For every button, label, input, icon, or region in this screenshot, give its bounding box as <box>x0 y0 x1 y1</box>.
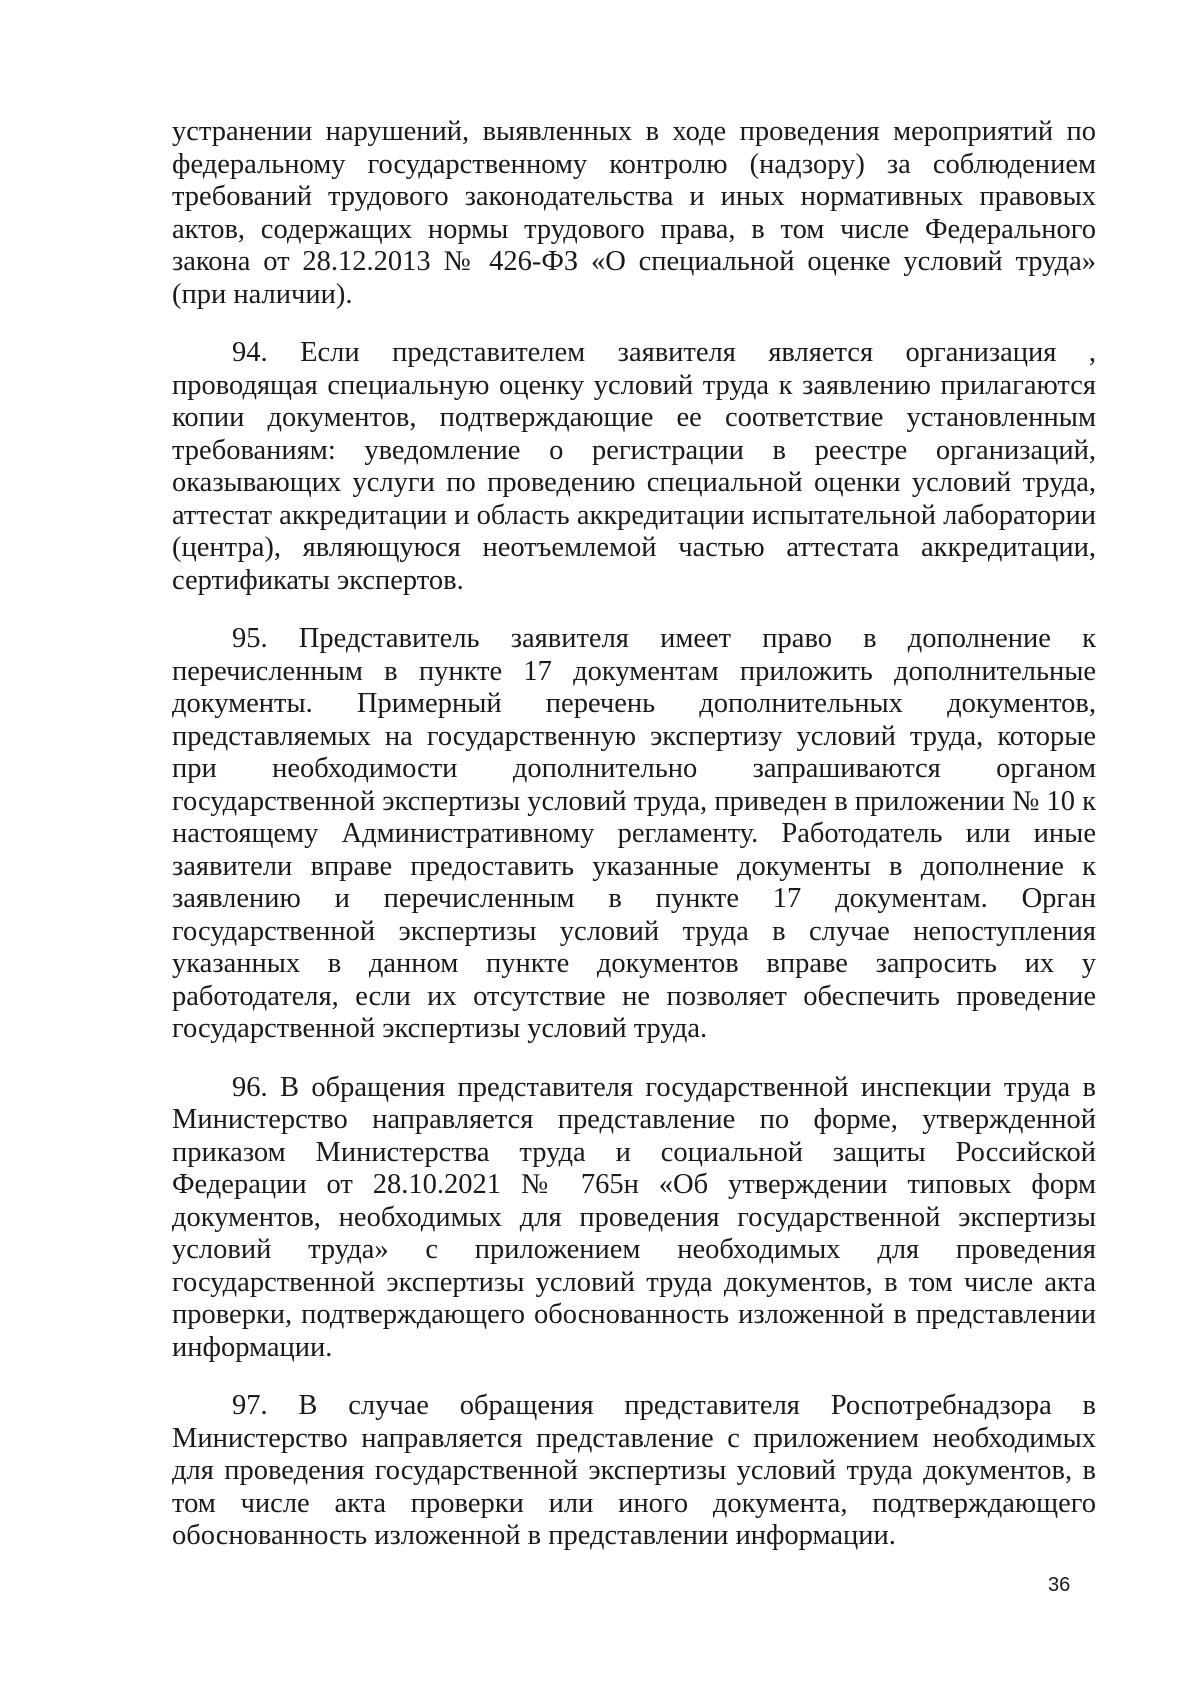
body-text <box>172 116 1096 1579</box>
paragraph-97: 97. В случае обращения представителя Роспотребнадзора в Министерство направляется представление с приложением необходимых для проведения государственной экспертизы условий труда документов, в том числе акта проверки или иного документа, подтверждающего обоснованность изложенной в представлении информации. <box>172 1390 1096 1551</box>
paragraph-continuation: устранении нарушений, выявленных в ходе проведения мероприятий по федеральному государственному контролю (надзору) за соблюдением требований трудового законодательства и иных нормативных правовых актов, содержащих нормы трудового права, в том числе Федерального закона от 28.12.2013 № 426-ФЗ «О специальной оценке условий труда» (при наличии). <box>172 116 1096 310</box>
paragraph-95: 95. Представитель заявителя имеет право в дополнение к перечисленным в пункте 17 документам приложить дополнительные документы. Примерный перечень дополнительных документов, представляемых на государственную экспертизу условий труда, которые при необходимости дополнительно запрашиваются органом государственной экспертизы условий труда, приведен в приложении № 10 к настоящему Административному регламенту. Работодатель или иные заявители вправе предоставить указанные документы в дополнение к заявлению и перечисленным в пункте 17 документам. Орган государственной экспертизы условий труда в случае непоступления указанных в данном пункте документов вправе запросить их у работодателя, если их отсутствие не позволяет обеспечить проведение государственной экспертизы условий труда. <box>172 623 1096 1044</box>
paragraph-96: 96. В обращения представителя государственной инспекции труда в Министерство направляется представление по форме, утвержденной приказом Министерства труда и социальной защиты Российской Федерации от 28.10.2021 № 765н «Об утверждении типовых форм документов, необходимых для проведения государственной экспертизы условий труда» с приложением необходимых для проведения государственной экспертизы условий труда документов, в том числе акта проверки, подтверждающего обоснованность изложенной в представлении информации. <box>172 1071 1096 1363</box>
paragraph-94: 94. Если представителем заявителя является организация , проводящая специальную оценку условий труда к заявлению прилагаются копии документов, подтверждающие ее соответствие установленным требованиям: уведомление о регистрации в реестре организаций, оказывающих услуги по проведению специальной оценки условий труда, аттестат аккредитации и область аккредитации испытательной лаборатории (центра), являющуюся неотъемлемой частью аттестата аккредитации, сертификаты экспертов. <box>172 337 1096 596</box>
page-number: 36 <box>1048 1574 1071 1596</box>
